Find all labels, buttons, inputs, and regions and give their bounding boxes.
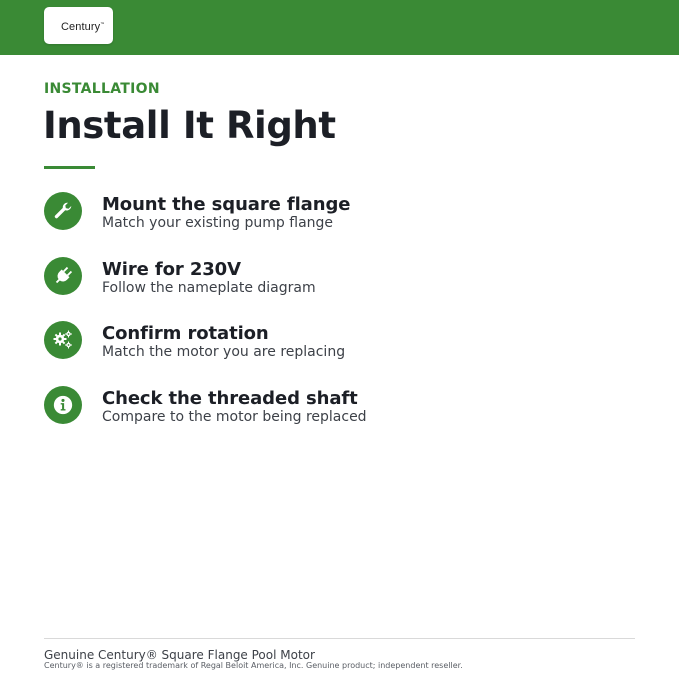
logo-wordmark: Century™ (61, 21, 105, 33)
step-item (44, 386, 644, 436)
footer-trademark-note: Century® is a registered trademark of Regal Beloit America, Inc. Genuine product; independent reseller. (44, 661, 463, 670)
gears-icon (44, 321, 82, 359)
page-title: Install It Right (43, 104, 336, 147)
plug-icon (44, 257, 82, 295)
step-item (44, 321, 644, 371)
step-title: Wire for 230V (102, 259, 241, 280)
info-icon (44, 386, 82, 424)
section-label: INSTALLATION (44, 81, 160, 97)
step-item (44, 192, 644, 242)
step-subtitle: Follow the nameplate diagram (102, 280, 316, 296)
step-title: Confirm rotation (102, 323, 269, 344)
header-bar (0, 0, 679, 55)
step-title: Mount the square flange (102, 194, 351, 215)
step-subtitle: Match the motor you are replacing (102, 344, 346, 360)
footer-divider (44, 638, 635, 639)
step-item (44, 257, 644, 307)
title-underline (44, 166, 95, 169)
step-title: Check the threaded shaft (102, 388, 358, 409)
step-subtitle: Compare to the motor being replaced (102, 409, 367, 425)
wrench-icon (44, 192, 82, 230)
footer-title: Genuine Century® Square Flange Pool Motor (44, 648, 315, 662)
century-logo (44, 7, 113, 44)
step-subtitle: Match your existing pump flange (102, 215, 334, 231)
